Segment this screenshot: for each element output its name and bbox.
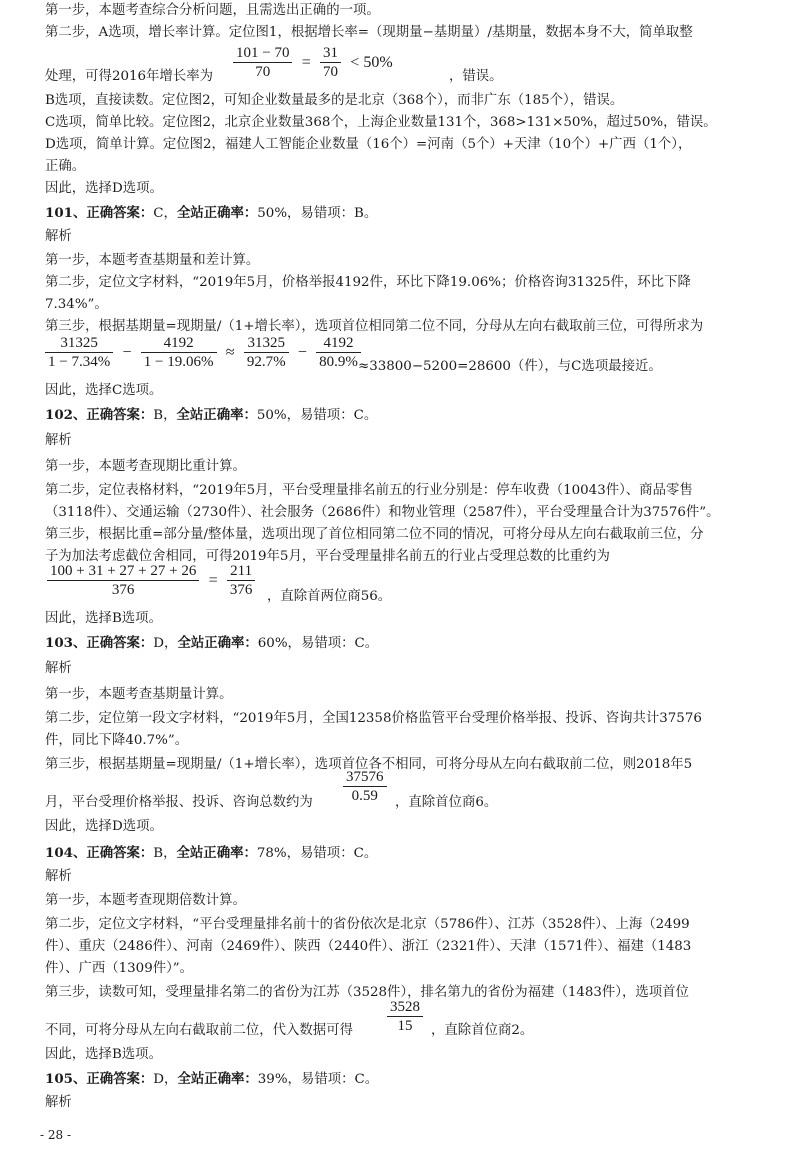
option-line: D选项，简单计算。定位图2，福建人工智能企业数量（16个）=河南（5个）+天津（10个）+广西（1个），	[45, 137, 692, 152]
formula-line: $\frac{31325}{1 - 7.34\%}$ − $\frac{4192}{1 - 19.06\%}$ ≈ $\frac{31325}{92.7\%}$ − $\frac{4192}{80.9\%}$ ≈33800−5200=28600（件），与C选项最接近。	[45, 334, 772, 378]
analysis-label: 解析	[45, 433, 72, 448]
fraction: $\frac{4192}{1 - 19.06\%}$	[141, 334, 217, 371]
fraction: $\frac{37576}{0.59}$	[343, 768, 387, 805]
step-line: 第二步，定位文字材料，“2019年5月，价格举报4192件，环比下降19.06%；价格咨询31325件，环比下降	[45, 275, 691, 290]
step-line: 第一步，本题考查现期倍数计算。	[45, 893, 246, 908]
analysis-label: 解析	[45, 661, 72, 676]
step-line: 第二步，定位表格材料，“2019年5月，平台受理量排名前五的行业分别是：停车收费（10043件）、商品零售	[45, 483, 693, 498]
step-line: 第三步，读数可知，受理量排名第二的省份为江苏（3528件），排名第九的省份为福建（1483件），选项首位	[45, 985, 689, 1000]
answer-header-102: 102、正确答案：B，全站正确率：50%，易错项：C。	[45, 407, 378, 423]
fraction: $\frac{211}{376}$	[227, 562, 256, 599]
answer-header-105: 105、正确答案：D，全站正确率：39%，易错项：C。	[45, 1071, 379, 1087]
conclusion-line: 因此，选择D选项。	[45, 181, 163, 196]
step-line: 件，同比下降40.7%”。	[45, 733, 189, 748]
analysis-label: 解析	[45, 869, 72, 884]
answer-header-103: 103、正确答案：D，全站正确率：60%，易错项：C。	[45, 635, 379, 651]
step-line: 第三步，根据基期量=现期量/（1+增长率），选项首位相同第二位不同，分母从左向右截取前三位，可得所求为	[45, 319, 704, 334]
step-line: 第一步，本题考查现期比重计算。	[45, 459, 246, 474]
option-line: C选项，简单比较。定位图2，北京企业数量368个，上海企业数量131个，368>131×50%，超过50%，错误。	[45, 115, 717, 130]
step-line: 第二步，定位文字材料，“平台受理量排名前十的省份依次是北京（5786件）、江苏（3528件）、上海（2499	[45, 917, 690, 932]
step-line: 件）、重庆（2486件）、河南（2469件）、陕西（2440件）、浙江（2321件）、天津（1571件）、福建（1483	[45, 939, 692, 954]
step-line: （3118件）、交通运输（2730件）、社会服务（2686件）和物业管理（2587件），平台受理量合计为37576件”。	[45, 505, 720, 520]
formula-line: 月，平台受理价格举报、投诉、咨询总数约为 $\frac{37576}{0.59}$ ，直除首位商6。	[45, 769, 498, 810]
fraction: $\frac{100 + 31 + 27 + 27 + 26}{376}$	[47, 562, 199, 599]
step-line: 第一步，本题考查基期量计算。	[45, 687, 233, 702]
conclusion-line: 因此，选择D选项。	[45, 819, 163, 834]
fraction: $\frac{31325}{1 - 7.34\%}$	[45, 334, 113, 371]
answer-header-104: 104、正确答案：B，全站正确率：78%，易错项：C。	[45, 845, 378, 861]
conclusion-line: 因此，选择B选项。	[45, 611, 162, 626]
fraction: $\frac{31}{70}$	[320, 44, 341, 81]
fraction: $\frac{101 - 70}{70}$	[233, 44, 292, 81]
step-line: 7.34%”。	[45, 297, 108, 312]
fraction: $\frac{3528}{15}$	[387, 998, 423, 1035]
step-line: 第三步，根据基期量=现期量/（1+增长率），选项首位各不相同，可将分母从左向右截取前二位，则2018年5	[45, 757, 693, 772]
option-line: B选项，直接读数。定位图2，可知企业数量最多的是北京（368个），而非广东（185个），错误。	[45, 93, 624, 108]
answer-header-101: 101、正确答案：C，全站正确率：50%，易错项：B。	[45, 205, 378, 221]
analysis-label: 解析	[45, 1095, 72, 1110]
step-line: 件）、广西（1309件）”。	[45, 961, 194, 976]
step-line: 第一步，本题考查基期量和差计算。	[45, 253, 260, 268]
fraction: $\frac{31325}{92.7\%}$	[244, 334, 289, 371]
step-line: 子为加法考虑截位舍相同，可得2019年5月，平台受理量排名前五的行业占受理总数的比重约为	[45, 549, 610, 564]
page-number: - 28 -	[40, 1128, 72, 1142]
option-line: 正确。	[45, 159, 86, 174]
analysis-label: 解析	[45, 229, 72, 244]
step-line: 第二步，定位第一段文字材料，“2019年5月，全国12358价格监管平台受理价格举报、投诉、咨询共计37576	[45, 711, 702, 726]
step-line: 第一步，本题考查综合分析问题，且需选出正确的一项。	[45, 3, 380, 18]
conclusion-line: 因此，选择B选项。	[45, 1047, 162, 1062]
fraction: $\frac{4192}{80.9\%}$	[316, 334, 361, 371]
conclusion-line: 因此，选择C选项。	[45, 383, 163, 398]
formula-line: 不同，可将分母从左向右截取前二位，代入数据可得 $\frac{3528}{15}$ ，直除首位商2。	[45, 999, 534, 1038]
formula-line: $\frac{100 + 31 + 27 + 27 + 26}{376}$ = $\frac{211}{376}$ ，直除首两位商56。	[45, 562, 772, 606]
step-line: 第三步，根据比重=部分量/整体量，选项出现了首位相同第二位不同的情况，可将分母从左向右截取前三位，分	[45, 527, 704, 542]
step-line: 第二步，A选项，增长率计算。定位图1，根据增长率=（现期量−基期量）/基期量，数据本身不大，简单取整	[45, 25, 693, 40]
formula-line: 处理，可得2016年增长率为 $\frac{101 - 70}{70}$ = $\frac{31}{70}$ < 50% ，错误。	[45, 45, 503, 84]
